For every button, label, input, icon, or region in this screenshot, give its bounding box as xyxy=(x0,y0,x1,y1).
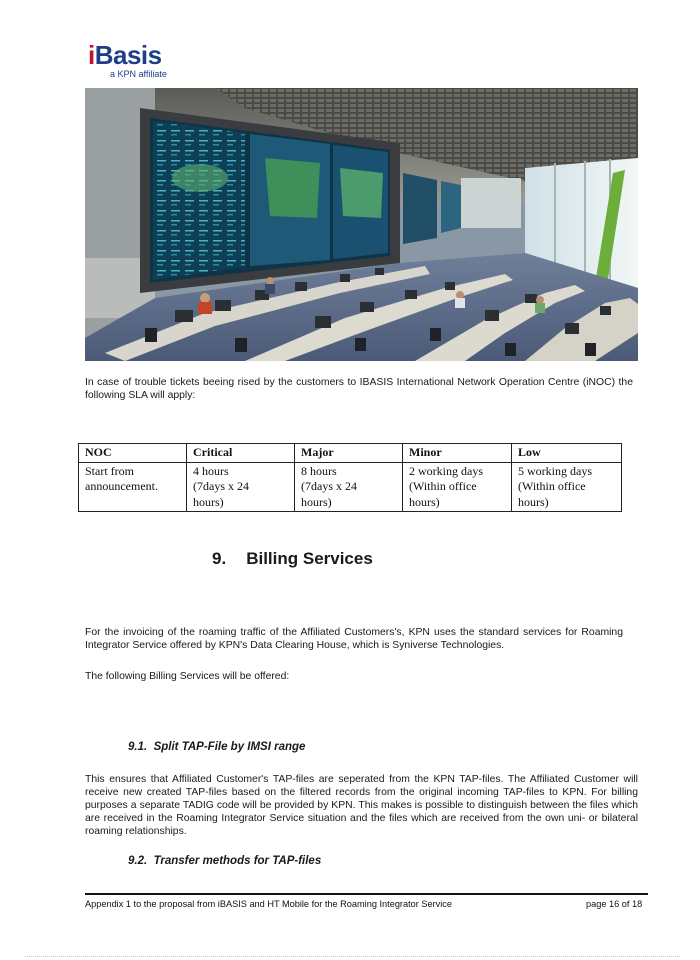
sla-cell-low xyxy=(512,462,622,512)
page-bottom-divider xyxy=(25,956,680,957)
sla-cell-line: (Within office xyxy=(518,479,586,493)
sla-header-cell: Minor xyxy=(403,444,512,463)
sla-cell-line: hours) xyxy=(193,494,224,509)
section-heading xyxy=(212,549,373,569)
sla-data-row xyxy=(79,462,622,512)
sla-cell-line: 8 hours xyxy=(301,463,337,478)
sla-cell-line: hours) xyxy=(518,494,549,509)
section-title: Billing Services xyxy=(246,549,373,568)
sla-cell-line: announcement. xyxy=(85,479,158,493)
sla-cell-minor xyxy=(403,462,512,512)
sla-cell-line: (Within office xyxy=(409,479,477,493)
sla-cell-line: hours) xyxy=(409,494,440,509)
sla-table xyxy=(78,443,622,512)
logo-tagline: a KPN affiliate xyxy=(110,69,167,79)
noc-photo xyxy=(85,88,638,361)
intro-paragraph: In case of trouble tickets beeing rised by the customers to IBASIS International Network Operation Centre (iNOC) the following SLA will apply: xyxy=(85,377,633,401)
sla-cell-noc xyxy=(79,462,187,512)
sla-cell-line: 5 working days xyxy=(518,463,592,478)
sla-cell-line: (7days x 24 xyxy=(301,479,357,493)
sla-cell-line: 2 working days xyxy=(409,463,483,478)
subsection-heading-9-1 xyxy=(128,741,305,753)
sla-header-row xyxy=(79,444,622,463)
sla-cell-line: (7days x 24 xyxy=(193,479,249,493)
noc-photo-illustration xyxy=(85,88,638,361)
footer-rule xyxy=(85,893,648,895)
footer-left-text: Appendix 1 to the proposal from iBASIS and HT Mobile for the Roaming Integrator Service xyxy=(85,899,453,909)
sla-header-cell: Low xyxy=(512,444,622,463)
company-logo xyxy=(88,42,188,86)
page-number: page 16 of 18 xyxy=(586,899,643,909)
sla-header-cell: Major xyxy=(295,444,403,463)
subsection-9-1-paragraph: This ensures that Affiliated Customer's TAP-files are seperated from the KPN TAP-files. The Affiliated Customer will receive new created TAP-files based on the filtered records from the original incoming TAP-files to KPN. For billing purposes a separate TADIG code will be provided by KPN. This makes is possible to distinguish between the files which are received in the Roaming Integrator Service situation and the files which are received from the own uni- or bilateral roaming relationships. xyxy=(85,774,638,837)
sla-cell-line: 4 hours xyxy=(193,463,229,478)
sla-cell-line: Start from xyxy=(85,463,134,478)
subsection-heading-9-2 xyxy=(128,855,321,867)
subsection-number: 9.1. xyxy=(128,741,148,753)
subsection-number: 9.2. xyxy=(128,855,148,867)
billing-paragraph-2: The following Billing Services will be offered: xyxy=(85,671,290,682)
billing-paragraph-1: For the invoicing of the roaming traffic of the Affiliated Customers's, KPN uses the standard services for Roaming Integrator Service offered by KPN's Data Clearing House, which is Syniverse Technologies. xyxy=(85,627,623,651)
subsection-title: Transfer methods for TAP-files xyxy=(153,855,322,867)
subsection-title: Split TAP-File by IMSI range xyxy=(153,741,306,753)
sla-cell-line: hours) xyxy=(301,494,332,509)
sla-header-cell: NOC xyxy=(79,444,187,463)
section-number: 9. xyxy=(212,549,227,568)
sla-cell-critical xyxy=(187,462,295,512)
logo-wordmark: iBasis xyxy=(88,40,162,70)
sla-header-cell: Critical xyxy=(187,444,295,463)
sla-cell-major xyxy=(295,462,403,512)
